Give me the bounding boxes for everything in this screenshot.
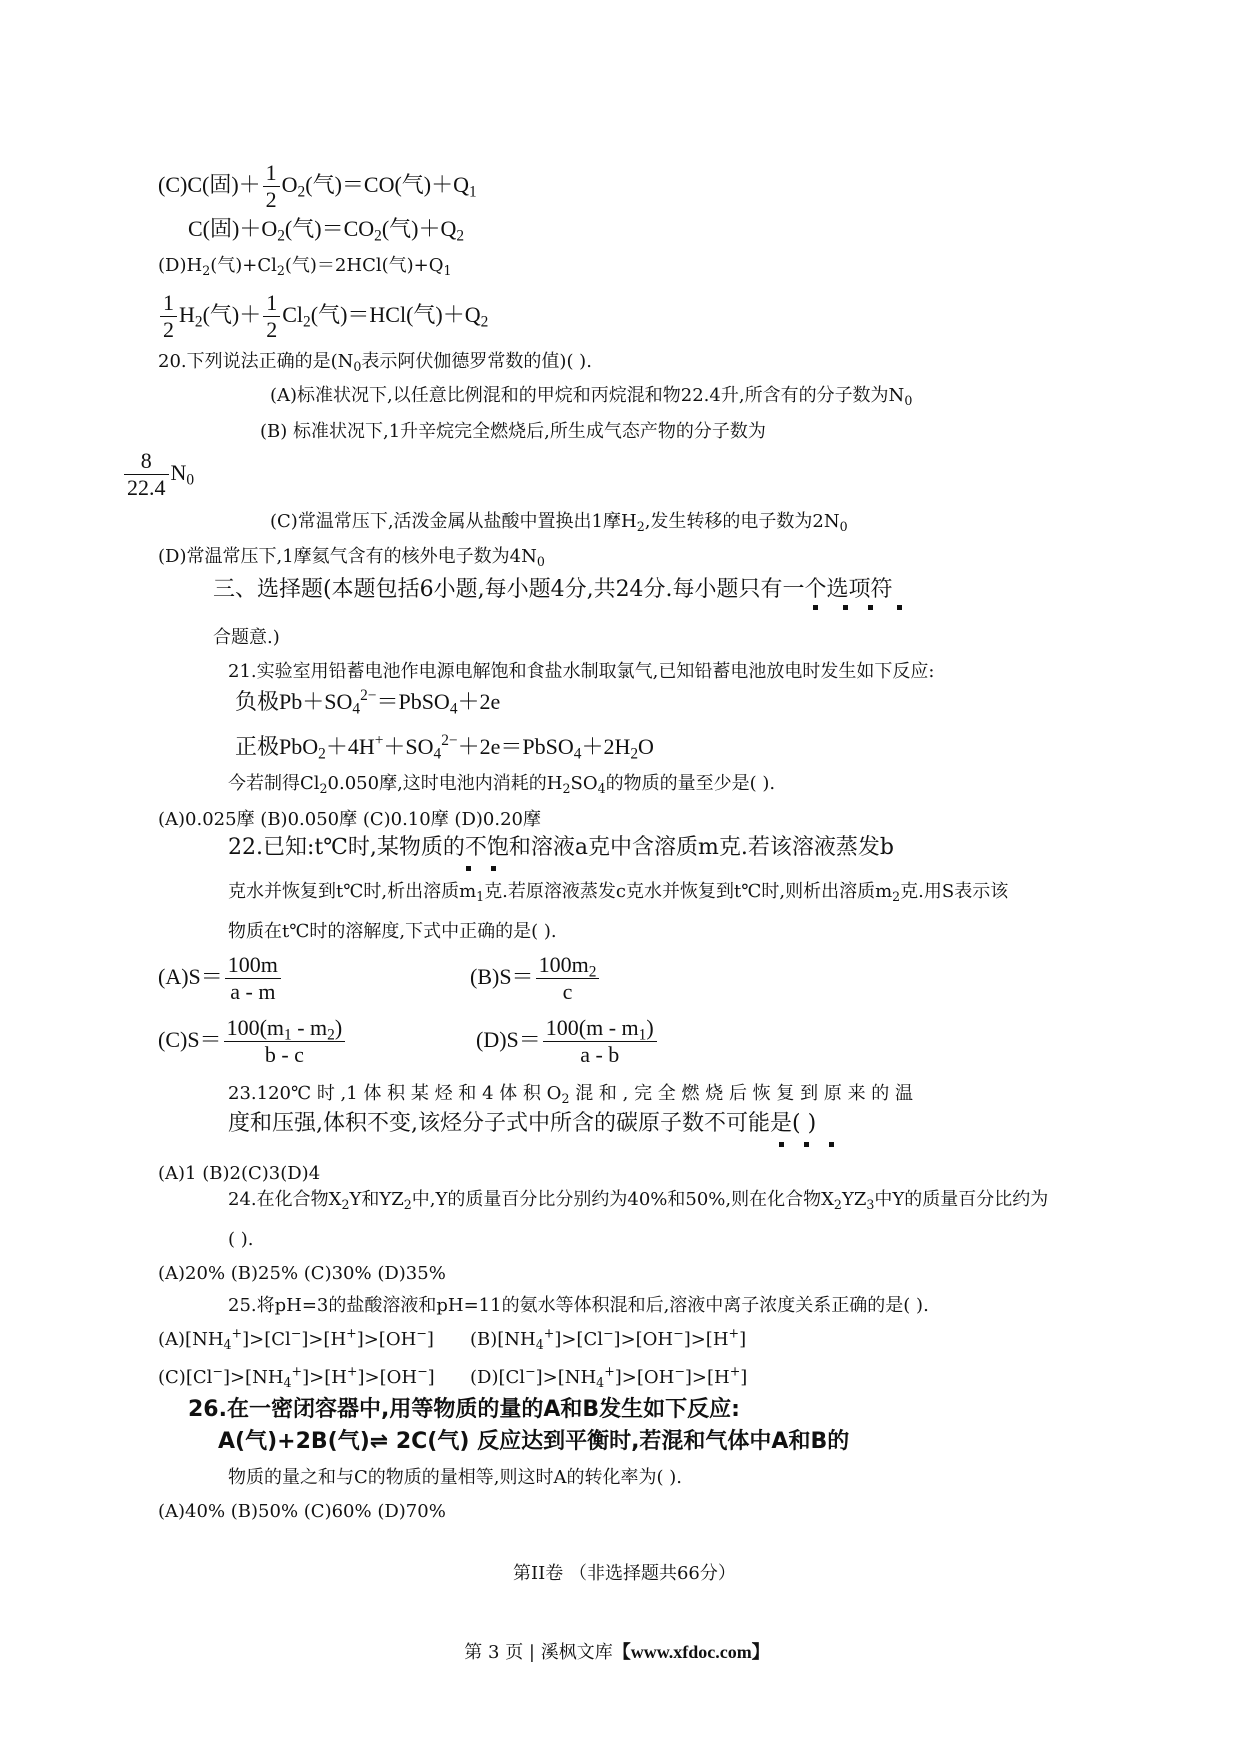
q22-stem-line2: 克水并恢复到t℃时,析出溶质$m_1$克.若原溶液蒸发c克水并恢复到t℃时,则析出溶质$m_2$克.用S表示该: [228, 881, 1009, 904]
section-3-title-cont: 合题意.): [213, 627, 280, 648]
emphasis-dot: [843, 605, 848, 610]
emphasis-dot: [804, 1142, 809, 1147]
q24-stem: 24.在化合物$X_2Y$和$YZ_2$中,Y的质量百分比分别约为40%和50%,则在化合物$X_2YZ_3$中Y的质量百分比约为: [228, 1189, 1049, 1212]
q20-option-c: (C)常温常压下,活泼金属从盐酸中置换出1摩$H_2$,发生转移的电子数为$2N_0$: [270, 511, 848, 534]
q26-stem-line3: 物质的量之和与C的物质的量相等,则这时A的转化率为( ).: [228, 1467, 682, 1488]
emphasis-dot: [897, 605, 902, 610]
q19-option-c-line2: C(固)$+O_2$(气)$=CO_2$(气)$+Q_2$: [188, 216, 465, 245]
page-footer: [0, 1638, 1234, 1664]
q25-option-c: $(C)[Cl^-]>[NH_4^+]>[H^+]>[OH^-]$: [158, 1363, 435, 1390]
q21-stem: 21.实验室用铅蓄电池作电源电解饱和食盐水制取氯气,已知铅蓄电池放电时发生如下反应:: [228, 661, 935, 682]
q20-option-d: (D)常温常压下,1摩氦气含有的核外电子数为$4N_0$: [158, 546, 545, 569]
section-3-title: 三、选择题(本题包括6小题,每小题4分,共24分.每小题只有一个选项符: [213, 577, 893, 602]
emphasis-dot: [779, 1142, 784, 1147]
q25-option-a: $(A)[NH_4^+]>[Cl^-]>[H^+]>[OH^-]$: [158, 1325, 434, 1352]
q25-option-d: $(D)[Cl^-]>[NH_4^+]>[OH^-]>[H^+]$: [470, 1363, 748, 1390]
q22-option-c: (C)S＝ $\frac{100(m_1 - m_2)}{b - c}$: [158, 1015, 347, 1069]
q20-stem: 20.下列说法正确的是($N_0$表示阿伏伽德罗常数的值)( ).: [158, 351, 592, 374]
q19-option-c-line1: (C)C(固)＋ $\frac{1}{2}$ $O_2$(气)＝CO(气)$+Q_1$: [158, 160, 477, 213]
emphasis-dot: [868, 605, 873, 610]
q21-negative-electrode: 负极$Pb+SO_4^{2-}=PbSO_4+2e$: [235, 686, 501, 718]
q22-option-d: (D)S＝ $\frac{100(m - m_1)}{a - b}$: [476, 1015, 659, 1069]
q24-options: (A)20% (B)25% (C)30% (D)35%: [158, 1263, 446, 1284]
q23-stem-line1: 23.120℃ 时 ,1 体 积 某 烃 和 4 体 积 $O_2$ 混 和 , 完 全 燃 烧 后 恢 复 到 原 来 的 温: [228, 1083, 914, 1106]
q20-option-a: (A)标准状况下,以任意比例混和的甲烷和丙烷混和物22.4升,所含有的分子数为$N_0$: [270, 385, 913, 408]
footer-page-label: 第 3 页 | 溪枫文库: [464, 1642, 613, 1663]
emphasis-dot: [466, 866, 471, 871]
q22-option-b: (B)S＝ $\frac{100m_2}{c}$: [470, 952, 601, 1006]
q26-stem-line1: 26.在一密闭容器中,用等物质的量的A和B发生如下反应:: [188, 1397, 740, 1422]
q23-stem-line2: 度和压强,体积不变,该烃分子式中所含的碳原子数不可能是( ): [228, 1111, 817, 1136]
part-2-heading: 第II卷 （非选择题共66分）: [513, 1563, 736, 1584]
q20-option-b: (B) 标准状况下,1升辛烷完全燃烧后,所生成气态产物的分子数为: [260, 421, 766, 442]
q24-blank: ( ).: [228, 1229, 254, 1250]
q20-option-b-fraction: $\frac{8}{22.4}$ $N_0$: [122, 448, 194, 502]
emphasis-dot: [829, 1142, 834, 1147]
q22-stem-line3: 物质在t℃时的溶解度,下式中正确的是( ).: [228, 921, 557, 942]
fraction-half: $\frac{1}{2}$: [263, 160, 280, 214]
footer-site-link[interactable]: 【www.xfdoc.com】: [612, 1642, 770, 1662]
q19-option-d-line2: $\frac{1}{2}$ $H_2$(气)＋ $\frac{1}{2}$ $Cl_2$(气)＝HCl(气)$+Q_2$: [158, 290, 488, 344]
q21-options: (A)0.025摩 (B)0.050摩 (C)0.10摩 (D)0.20摩: [158, 809, 541, 830]
q25-stem: 25.将pH=3的盐酸溶液和pH=11的氨水等体积混和后,溶液中离子浓度关系正确的是( ).: [228, 1295, 929, 1316]
q21-positive-electrode: 正极$PbO_2+4H^++SO_4^{2-}+2e=PbSO_4+2H_2O$: [235, 731, 654, 763]
q26-options: (A)40% (B)50% (C)60% (D)70%: [158, 1501, 446, 1522]
q22-stem-line1: 22.已知:t℃时,某物质的不饱和溶液a克中含溶质m克.若该溶液蒸发b: [228, 835, 894, 860]
q22-option-a: (A)S＝ $\frac{100m}{a - m}$: [158, 952, 283, 1006]
q26-stem-line2: A(气)+2B(气)⇌ 2C(气) 反应达到平衡时,若混和气体中A和B的: [218, 1429, 850, 1454]
q21-question: 今若制得$Cl_20.050$摩,这时电池内消耗的$H_2SO_4$的物质的量至少是( ).: [228, 773, 776, 796]
q19-option-d-line1: $(D)H_2$(气)$+Cl_2$(气)＝2HCl(气)$+Q_1$: [158, 255, 452, 278]
q23-options: (A)1 (B)2(C)3(D)4: [158, 1163, 321, 1184]
emphasis-dot: [813, 605, 818, 610]
emphasis-dot: [491, 866, 496, 871]
q25-option-b: $(B)[NH_4^+]>[Cl^-]>[OH^-]>[H^+]$: [470, 1325, 747, 1352]
